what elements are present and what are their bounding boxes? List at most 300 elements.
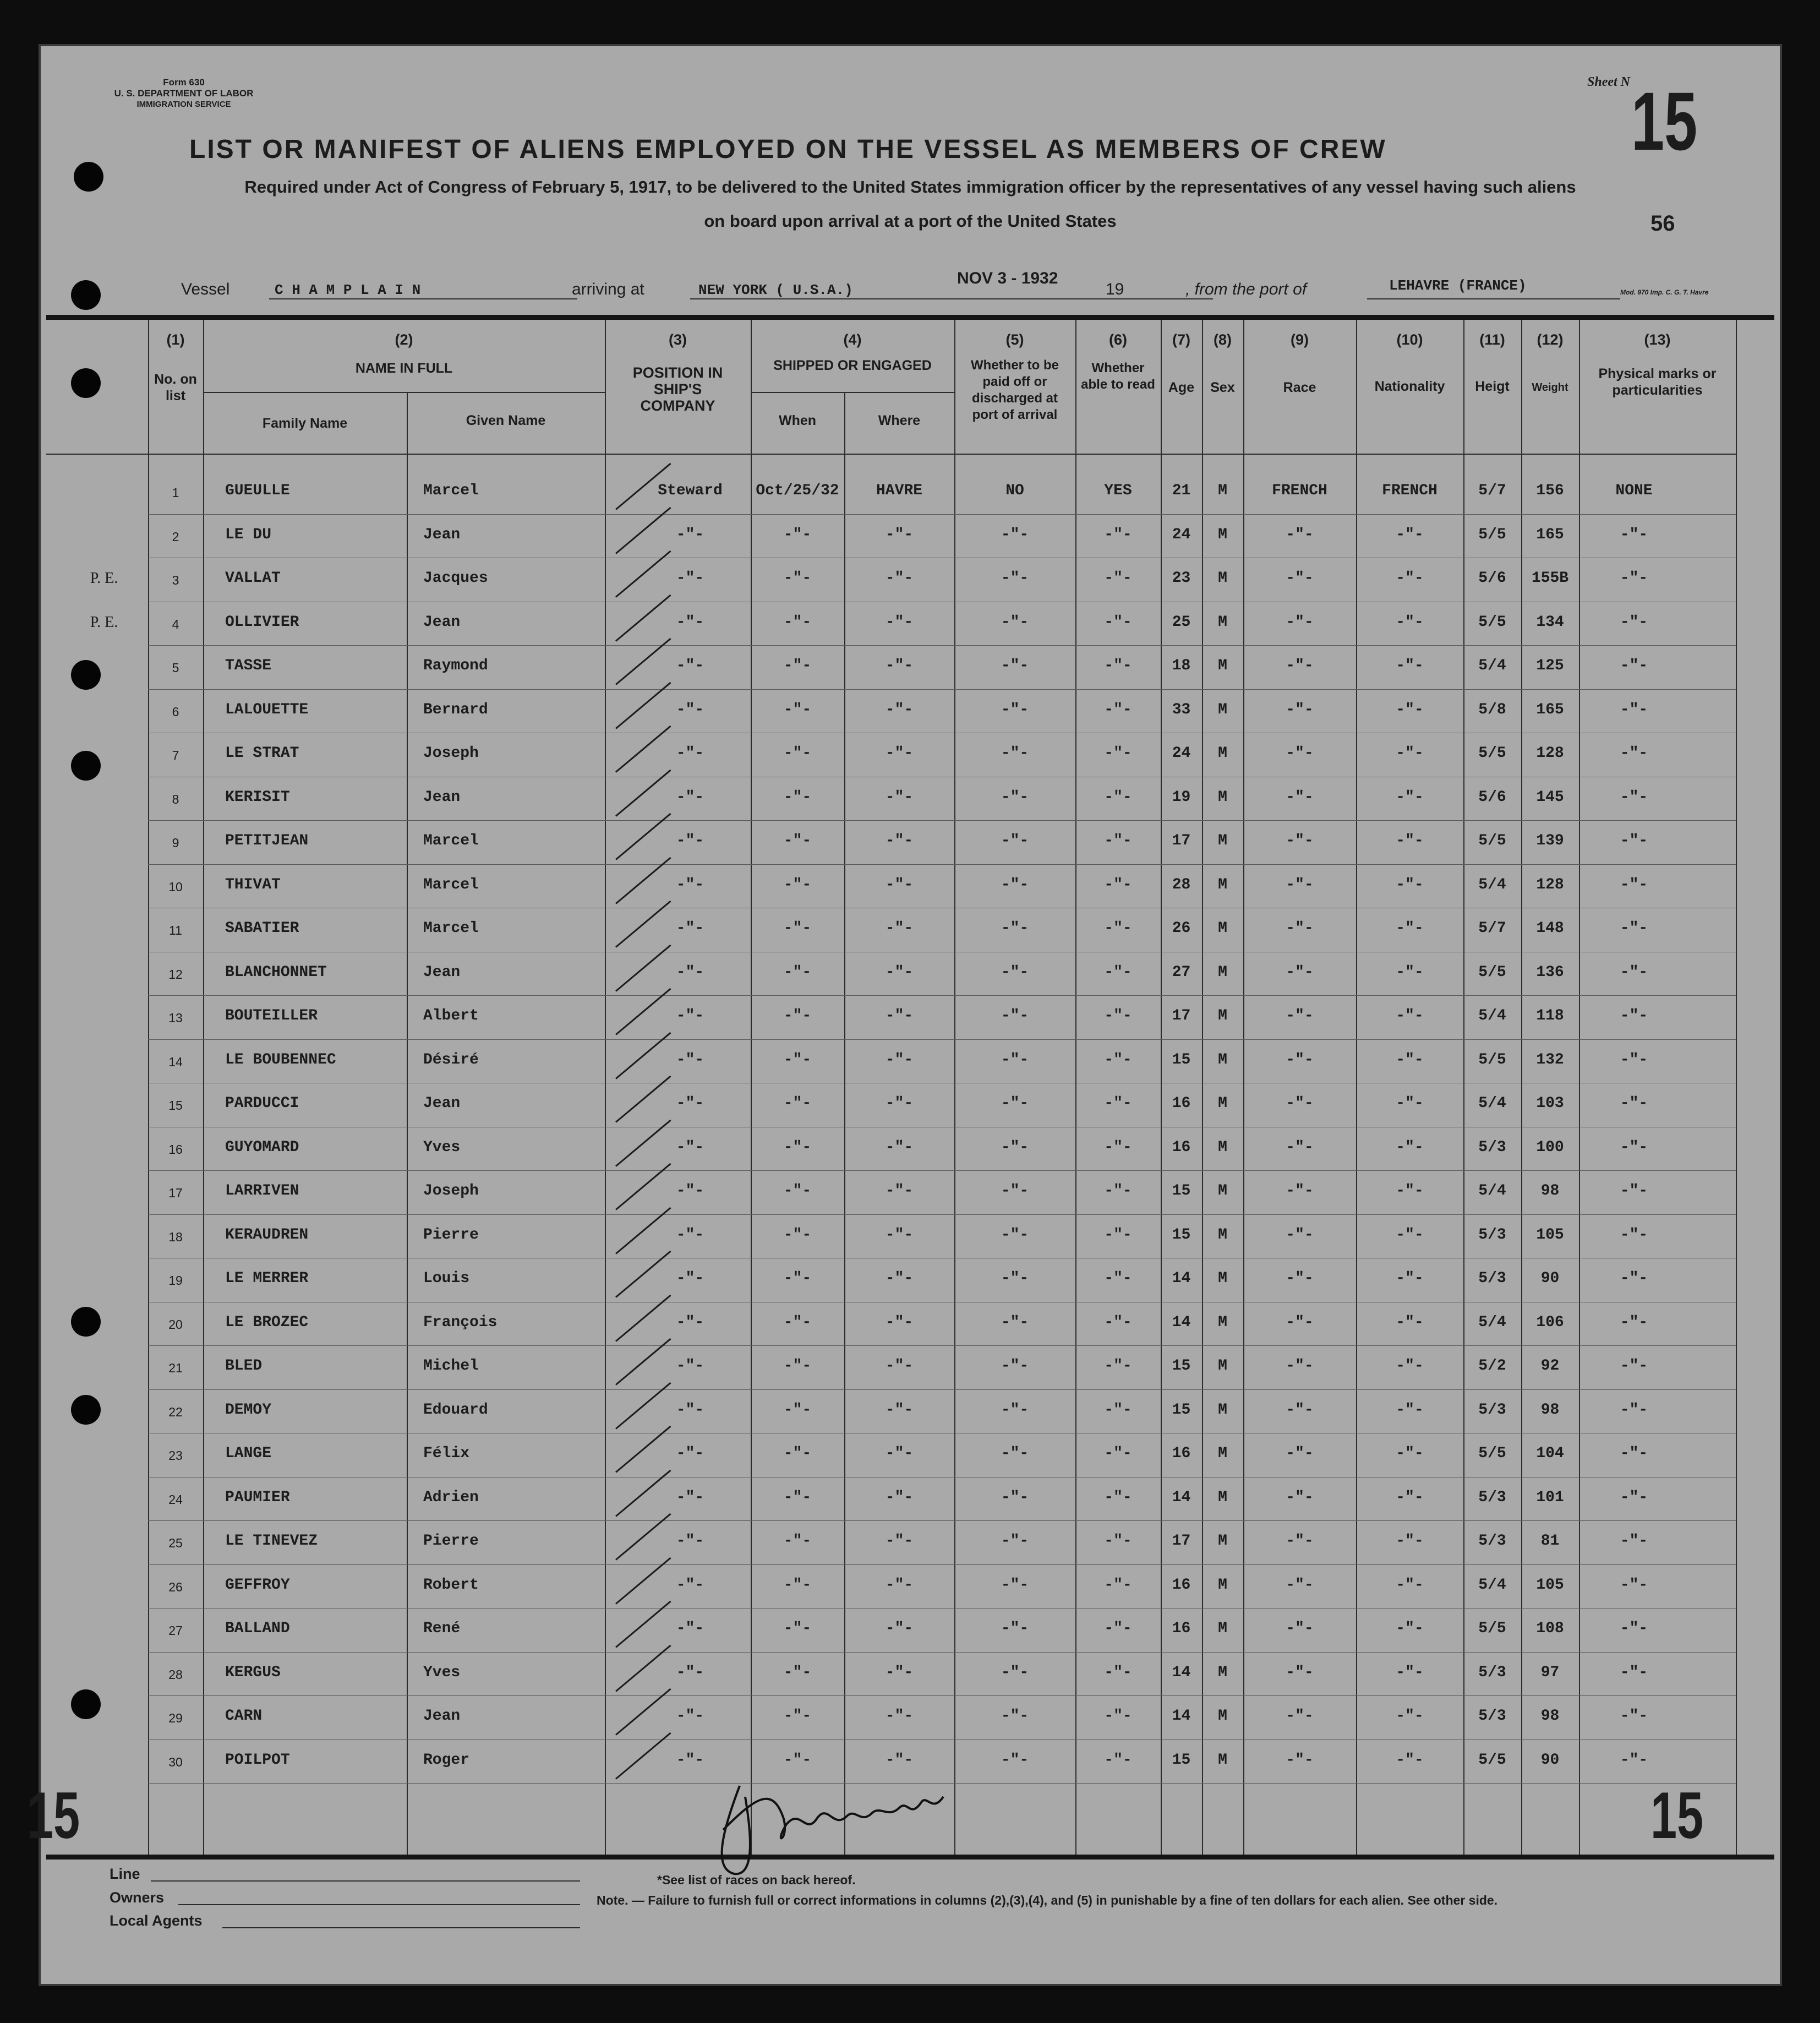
cell-when: -"- (783, 1751, 812, 1769)
cell-marks: -"- (1620, 1488, 1648, 1506)
cell-mark: P. E. (90, 570, 118, 587)
where-header: Where (878, 413, 921, 428)
cell-age: 16 (1172, 1138, 1191, 1156)
col7-number: (7) (1172, 331, 1190, 348)
vessel-underline (269, 298, 577, 299)
cell-height: 5/7 (1478, 482, 1506, 499)
cell-when: -"- (783, 701, 812, 718)
table-row (41, 1258, 1780, 1301)
cell-height: 5/4 (1478, 1313, 1506, 1331)
date-stamp: NOV 3 - 1932 (957, 269, 1058, 287)
cell-family: CARN (225, 1708, 263, 1725)
cell-family: KERGUS (225, 1664, 281, 1681)
cell-read: -"- (1104, 1007, 1132, 1024)
cell-paid: -"- (1001, 657, 1029, 674)
sheet-label: Sheet N (1587, 75, 1630, 89)
cell-sex: M (1218, 1270, 1227, 1287)
cell-paid: -"- (1001, 701, 1029, 718)
cell-marks: -"- (1620, 1182, 1648, 1199)
cell-position: -"- (676, 657, 704, 674)
cell-when: -"- (783, 570, 812, 587)
signature (690, 1764, 976, 1885)
cell-race: -"- (1286, 876, 1314, 893)
cell-height: 5/4 (1478, 1007, 1506, 1024)
given-name-header: Given Name (466, 413, 546, 428)
cell-height: 5/2 (1478, 1357, 1506, 1375)
cell-given: Jean (423, 1708, 461, 1725)
cell-no: 6 (172, 704, 179, 719)
cell-race: FRENCH (1272, 482, 1327, 499)
cell-sex: M (1218, 482, 1227, 499)
cell-height: 5/5 (1478, 1751, 1506, 1769)
col1-number: (1) (166, 331, 185, 348)
cell-when: -"- (783, 1357, 812, 1375)
cell-where: HAVRE (876, 482, 922, 499)
table-row (41, 1608, 1780, 1651)
cell-when: -"- (783, 1138, 812, 1156)
cell-marks: -"- (1620, 745, 1648, 762)
cell-age: 17 (1172, 1533, 1191, 1550)
cell-position: -"- (676, 876, 704, 893)
cell-paid: -"- (1001, 526, 1029, 543)
manifest-sheet (27, 44, 1782, 1986)
cell-no: 21 (168, 1361, 183, 1375)
cell-read: -"- (1104, 788, 1132, 806)
cell-given: Jean (423, 613, 461, 631)
cell-when: -"- (783, 1488, 812, 1506)
local-agents-label: Local Agents (110, 1912, 203, 1929)
cell-where: -"- (885, 1051, 914, 1068)
cell-read: -"- (1104, 1708, 1132, 1725)
cell-nat: -"- (1396, 1445, 1424, 1462)
cell-paid: -"- (1001, 1270, 1029, 1287)
cell-marks: -"- (1620, 876, 1648, 893)
cell-paid: -"- (1001, 1138, 1029, 1156)
cell-marks: -"- (1620, 832, 1648, 849)
cell-height: 5/3 (1478, 1533, 1506, 1550)
cell-weight: 139 (1536, 832, 1564, 849)
cell-when: -"- (783, 1313, 812, 1331)
cell-weight: 101 (1536, 1488, 1564, 1506)
cell-sex: M (1218, 1095, 1227, 1112)
cell-family: THIVAT (225, 876, 281, 893)
cell-family: BLED (225, 1357, 263, 1375)
cell-nat: -"- (1396, 1620, 1424, 1637)
cell-family: BOUTEILLER (225, 1007, 318, 1024)
cell-where: -"- (885, 1751, 914, 1769)
cell-height: 5/8 (1478, 701, 1506, 718)
cell-read: -"- (1104, 526, 1132, 543)
cell-paid: -"- (1001, 1620, 1029, 1637)
cell-weight: 105 (1536, 1576, 1564, 1594)
cell-nat: -"- (1396, 657, 1424, 674)
cell-paid: -"- (1001, 1051, 1029, 1068)
cell-where: -"- (885, 963, 914, 981)
cell-sex: M (1218, 920, 1227, 937)
cell-sex: M (1218, 1533, 1227, 1550)
cell-weight: 134 (1536, 613, 1564, 631)
cell-no: 29 (168, 1711, 183, 1725)
cell-read: -"- (1104, 570, 1132, 587)
cell-height: 5/5 (1478, 1445, 1506, 1462)
cell-race: -"- (1286, 1182, 1314, 1199)
cell-when: -"- (783, 1533, 812, 1550)
cell-when: Oct/25/32 (756, 482, 839, 499)
col11-header: Heigt (1475, 379, 1510, 394)
cell-position: -"- (676, 1576, 704, 1594)
cell-paid: -"- (1001, 1226, 1029, 1244)
cell-height: 5/4 (1478, 657, 1506, 674)
cell-read: -"- (1104, 1620, 1132, 1637)
cell-sex: M (1218, 1357, 1227, 1375)
cell-when: -"- (783, 832, 812, 849)
cell-marks: -"- (1620, 1226, 1648, 1244)
cell-read: -"- (1104, 1313, 1132, 1331)
cell-age: 15 (1172, 1226, 1191, 1244)
col3-header: POSITION IN SHIP'S COMPANY (632, 364, 723, 414)
cell-family: PARDUCCI (225, 1095, 299, 1112)
cell-where: -"- (885, 1313, 914, 1331)
cell-read: -"- (1104, 1401, 1132, 1419)
table-row (41, 1433, 1780, 1476)
cell-read: -"- (1104, 1445, 1132, 1462)
cell-age: 23 (1172, 570, 1191, 587)
cell-position: Steward (658, 482, 723, 499)
from-port-label: , from the port of (1185, 280, 1307, 298)
table-row (41, 820, 1780, 863)
cell-read: -"- (1104, 876, 1132, 893)
cell-marks: -"- (1620, 1533, 1648, 1550)
when-header: When (778, 413, 817, 428)
cell-nat: -"- (1396, 1007, 1424, 1024)
cell-read: -"- (1104, 1226, 1132, 1244)
cell-height: 5/5 (1478, 745, 1506, 762)
cell-nat: -"- (1396, 1751, 1424, 1769)
subtitle-line-2: on board upon arrival at a port of the United States (704, 211, 1117, 231)
cell-nat: -"- (1396, 1357, 1424, 1375)
cell-paid: -"- (1001, 1445, 1029, 1462)
cell-family: LE DU (225, 526, 272, 543)
cell-nat: -"- (1396, 1576, 1424, 1594)
cell-race: -"- (1286, 1664, 1314, 1681)
cell-read: -"- (1104, 1182, 1132, 1199)
cell-no: 17 (168, 1186, 183, 1200)
cell-no: 13 (168, 1011, 183, 1025)
cell-no: 18 (168, 1229, 183, 1244)
cell-no: 11 (169, 923, 182, 937)
table-row (41, 908, 1780, 951)
cell-no: 14 (168, 1054, 183, 1069)
cell-race: -"- (1286, 1708, 1314, 1725)
punch-hole (71, 368, 101, 398)
cell-given: Jean (423, 526, 461, 543)
cell-given: Edouard (423, 1401, 488, 1419)
cell-family: LARRIVEN (225, 1182, 299, 1199)
cell-race: -"- (1286, 1226, 1314, 1244)
table-row (41, 602, 1780, 645)
cell-no: 4 (172, 617, 179, 631)
cell-where: -"- (885, 1533, 914, 1550)
cell-marks: -"- (1620, 1007, 1648, 1024)
cell-when: -"- (783, 526, 812, 543)
cell-no: 28 (168, 1667, 183, 1682)
cell-sex: M (1218, 1007, 1227, 1024)
cell-marks: -"- (1620, 1576, 1648, 1594)
cell-no: 20 (168, 1317, 183, 1332)
cell-marks: NONE (1615, 482, 1653, 499)
cell-where: -"- (885, 1182, 914, 1199)
cell-paid: -"- (1001, 1664, 1029, 1681)
cell-sex: M (1218, 1226, 1227, 1244)
table-row (41, 733, 1780, 776)
cell-position: -"- (676, 1051, 704, 1068)
table-row (41, 1652, 1780, 1695)
cell-weight: 165 (1536, 701, 1564, 718)
col4-header: SHIPPED OR ENGAGED (773, 358, 932, 373)
cell-paid: -"- (1001, 1007, 1029, 1024)
cell-family: TASSE (225, 657, 272, 674)
cell-nat: -"- (1396, 613, 1424, 631)
cell-race: -"- (1286, 1576, 1314, 1594)
cell-position: -"- (676, 1226, 704, 1244)
cell-height: 5/4 (1478, 1095, 1506, 1112)
cell-paid: -"- (1001, 920, 1029, 937)
cell-paid: -"- (1001, 1533, 1029, 1550)
cell-weight: 156 (1536, 482, 1564, 499)
cell-height: 5/4 (1478, 1576, 1506, 1594)
cell-when: -"- (783, 1708, 812, 1725)
cell-sex: M (1218, 876, 1227, 893)
cell-nat: -"- (1396, 701, 1424, 718)
cell-paid: -"- (1001, 1708, 1029, 1725)
cell-height: 5/3 (1478, 1138, 1506, 1156)
cell-no: 7 (172, 748, 179, 762)
cell-paid: -"- (1001, 1488, 1029, 1506)
cell-no: 5 (172, 661, 179, 675)
cell-weight: 90 (1540, 1751, 1560, 1769)
cell-position: -"- (676, 1007, 704, 1024)
cell-position: -"- (676, 1751, 704, 1769)
cell-given: Yves (423, 1138, 461, 1156)
cell-when: -"- (783, 1445, 812, 1462)
agents-underline (222, 1927, 580, 1928)
cell-family: GUEULLE (225, 482, 290, 499)
cell-nat: -"- (1396, 963, 1424, 981)
cell-where: -"- (885, 1708, 914, 1725)
cell-paid: -"- (1001, 745, 1029, 762)
cell-given: François (423, 1313, 498, 1331)
table-row (41, 1083, 1780, 1126)
printer-mark: Mod. 970 Imp. C. G. T. Havre (1620, 288, 1709, 296)
cell-where: -"- (885, 1095, 914, 1112)
cell-read: -"- (1104, 613, 1132, 631)
cell-age: 27 (1172, 963, 1191, 981)
col10-number: (10) (1396, 331, 1423, 348)
cell-nat: -"- (1396, 1488, 1424, 1506)
cell-age: 16 (1172, 1445, 1191, 1462)
cell-weight: 118 (1536, 1007, 1564, 1024)
cell-weight: 100 (1536, 1138, 1564, 1156)
table-top-rule (46, 315, 1774, 320)
cell-sex: M (1218, 1051, 1227, 1068)
races-note: *See list of races on back hereof. (657, 1873, 856, 1887)
cell-marks: -"- (1620, 1138, 1648, 1156)
cell-weight: 104 (1536, 1445, 1564, 1462)
table-row (41, 645, 1780, 688)
cell-weight: 92 (1540, 1357, 1560, 1375)
cell-race: -"- (1286, 963, 1314, 981)
cell-family: DEMOY (225, 1401, 272, 1419)
cell-sex: M (1218, 1138, 1227, 1156)
table-row (41, 470, 1780, 513)
cell-sex: M (1218, 1488, 1227, 1506)
cell-sex: M (1218, 1445, 1227, 1462)
cell-position: -"- (676, 832, 704, 849)
cell-no: 1 (172, 486, 179, 500)
cell-read: -"- (1104, 963, 1132, 981)
table-row (41, 952, 1780, 995)
cell-marks: -"- (1620, 1401, 1648, 1419)
cell-weight: 103 (1536, 1095, 1564, 1112)
cell-where: -"- (885, 1401, 914, 1419)
cell-weight: 125 (1536, 657, 1564, 674)
cell-position: -"- (676, 920, 704, 937)
cell-family: SABATIER (225, 920, 299, 937)
cell-nat: -"- (1396, 745, 1424, 762)
cell-when: -"- (783, 1051, 812, 1068)
cell-no: 8 (172, 792, 179, 806)
table-row (41, 1477, 1780, 1520)
cell-position: -"- (676, 1270, 704, 1287)
table-row (41, 689, 1780, 732)
cell-where: -"- (885, 876, 914, 893)
col7-header: Age (1168, 380, 1195, 395)
cell-age: 18 (1172, 657, 1191, 674)
cell-read: -"- (1104, 1051, 1132, 1068)
cell-nat: FRENCH (1382, 482, 1438, 499)
cell-position: -"- (676, 1095, 704, 1112)
cell-nat: -"- (1396, 788, 1424, 806)
cell-family: LALOUETTE (225, 701, 309, 718)
table-row (41, 995, 1780, 1038)
cell-no: 23 (168, 1448, 183, 1463)
cell-family: POILPOT (225, 1751, 290, 1769)
cell-no: 10 (168, 879, 183, 894)
col1-header: No. on list (154, 372, 197, 403)
cell-race: -"- (1286, 1051, 1314, 1068)
cell-race: -"- (1286, 1007, 1314, 1024)
cell-race: -"- (1286, 570, 1314, 587)
cell-marks: -"- (1620, 526, 1648, 543)
cell-height: 5/4 (1478, 876, 1506, 893)
table-row (41, 1214, 1780, 1257)
cell-read: -"- (1104, 1270, 1132, 1287)
cell-race: -"- (1286, 526, 1314, 543)
cell-paid: -"- (1001, 1313, 1029, 1331)
cell-given: Jean (423, 788, 461, 806)
cell-nat: -"- (1396, 570, 1424, 587)
arriving-port: NEW YORK ( U.S.A.) (698, 282, 853, 298)
cell-paid: -"- (1001, 1751, 1029, 1769)
cell-when: -"- (783, 657, 812, 674)
cell-read: -"- (1104, 1138, 1132, 1156)
cell-marks: -"- (1620, 570, 1648, 587)
cell-nat: -"- (1396, 1138, 1424, 1156)
cell-given: Marcel (423, 482, 479, 499)
service-name: IMMIGRATION SERVICE (136, 100, 231, 109)
cell-height: 5/5 (1478, 832, 1506, 849)
form-number: Form 630 (163, 77, 205, 88)
cell-marks: -"- (1620, 963, 1648, 981)
cell-race: -"- (1286, 1533, 1314, 1550)
cell-given: Marcel (423, 832, 479, 849)
cell-mark: P. E. (90, 613, 118, 631)
table-row (41, 514, 1780, 557)
col2-number: (2) (395, 331, 413, 348)
cell-age: 17 (1172, 1007, 1191, 1024)
cell-nat: -"- (1396, 1226, 1424, 1244)
cell-position: -"- (676, 1533, 704, 1550)
cell-given: René (423, 1620, 461, 1637)
cell-read: -"- (1104, 745, 1132, 762)
col9-header: Race (1283, 380, 1316, 395)
cell-when: -"- (783, 1226, 812, 1244)
cell-age: 21 (1172, 482, 1191, 499)
cell-where: -"- (885, 1620, 914, 1637)
cell-where: -"- (885, 1138, 914, 1156)
cell-family: LE STRAT (225, 745, 299, 762)
cell-paid: -"- (1001, 1095, 1029, 1112)
cell-given: Désiré (423, 1051, 479, 1068)
cell-no: 9 (172, 836, 179, 850)
sheet-number-left: 15 (27, 1779, 80, 1852)
cell-when: -"- (783, 1576, 812, 1594)
cell-given: Pierre (423, 1226, 479, 1244)
col11-number: (11) (1479, 331, 1505, 348)
cell-when: -"- (783, 1620, 812, 1637)
cell-family: KERAUDREN (225, 1226, 309, 1244)
cell-read: -"- (1104, 1664, 1132, 1681)
cell-age: 15 (1172, 1401, 1191, 1419)
cell-weight: 98 (1540, 1708, 1560, 1725)
cell-marks: -"- (1620, 657, 1648, 674)
cell-nat: -"- (1396, 1095, 1424, 1112)
cell-marks: -"- (1620, 1708, 1648, 1725)
cell-weight: 132 (1536, 1051, 1564, 1068)
cell-marks: -"- (1620, 1313, 1648, 1331)
cell-paid: -"- (1001, 963, 1029, 981)
cell-height: 5/3 (1478, 1488, 1506, 1506)
table-row (41, 777, 1780, 820)
cell-height: 5/5 (1478, 613, 1506, 631)
cell-nat: -"- (1396, 1313, 1424, 1331)
cell-age: 26 (1172, 920, 1191, 937)
cell-weight: 108 (1536, 1620, 1564, 1637)
cell-race: -"- (1286, 788, 1314, 806)
cell-position: -"- (676, 1357, 704, 1375)
cell-weight: 155B (1531, 570, 1569, 587)
cell-paid: -"- (1001, 570, 1029, 587)
cell-sex: M (1218, 657, 1227, 674)
cell-no: 16 (168, 1142, 183, 1157)
table-row (41, 558, 1780, 601)
from-port: LEHAVRE (FRANCE) (1389, 277, 1527, 294)
cell-when: -"- (783, 1095, 812, 1112)
cell-where: -"- (885, 526, 914, 543)
cell-when: -"- (783, 1007, 812, 1024)
cell-age: 15 (1172, 1751, 1191, 1769)
punch-hole (71, 280, 101, 310)
